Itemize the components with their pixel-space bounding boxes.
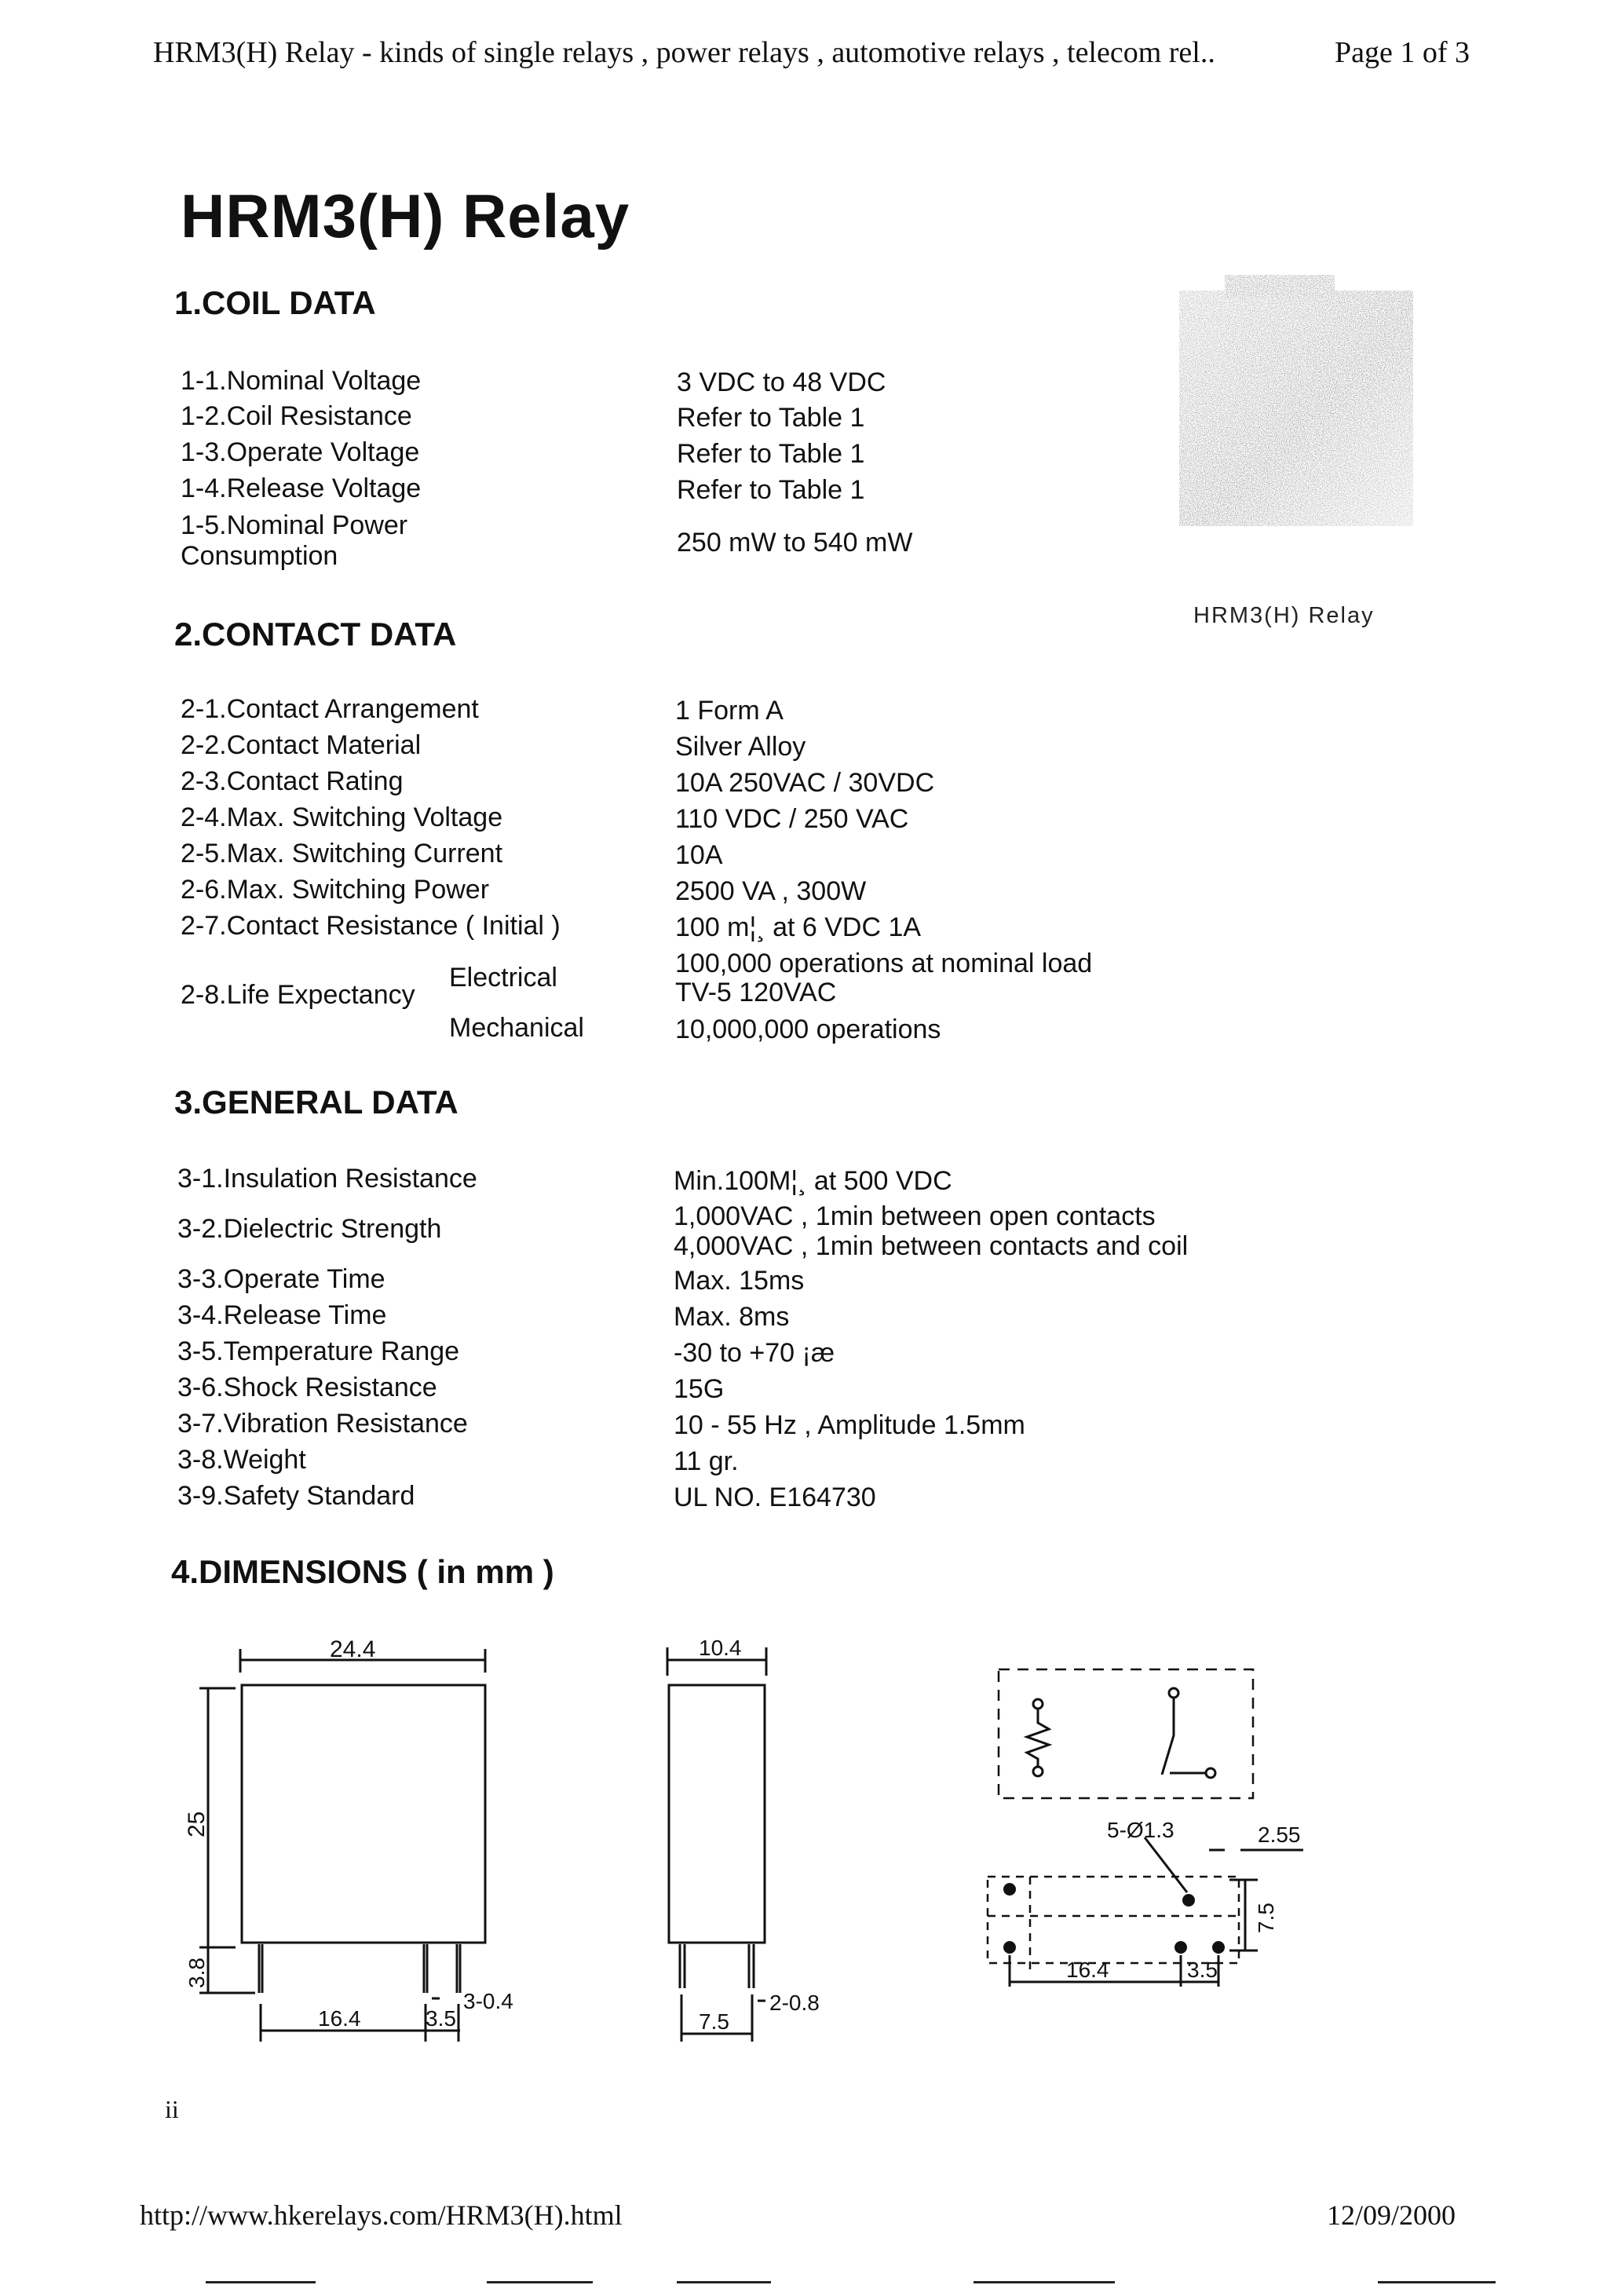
front-height-label: 25 [184,1811,210,1837]
coil-data-heading: 1.COIL DATA [174,284,376,321]
side-view-drawing [652,1625,856,2065]
footer-url[interactable]: http://www.hkerelays.com/HRM3(H).html [140,2199,623,2231]
coil-row-value: Refer to Table 1 [677,475,865,505]
coil-row-label: 1-3.Operate Voltage [181,437,420,467]
bottom-rule [487,2281,593,2283]
coil-row-label: 1-4.Release Voltage [181,473,422,503]
electrical-label: Electrical [449,963,557,993]
general-row-value: Max. 8ms [674,1302,790,1332]
coil-row-label: 1-2.Coil Resistance [181,401,412,431]
pcb-offset-label: 2.55 [1258,1823,1301,1847]
pcb-col-gap-label: 3.5 [1187,1958,1218,1982]
bottom-rule [677,2281,771,2283]
pcb-row-gap-label: 7.5 [1254,1903,1278,1933]
contact-row-value: 10A [675,840,723,870]
contact-row-value: 10A 250VAC / 30VDC [675,768,935,798]
coil-row-label-cont: Consumption [181,541,338,571]
side-pin-span-label: 7.5 [699,2009,729,2034]
relay-photo [1170,267,1421,534]
front-view-drawing [184,1625,550,2065]
mechanical-label: Mechanical [449,1013,584,1043]
contact-row-label: 2-2.Contact Material [181,730,422,760]
general-row-value: Max. 15ms [674,1266,805,1296]
general-row-value: Min.100M¦¸ at 500 VDC [674,1166,952,1196]
general-row-value: 11 gr. [674,1446,739,1476]
front-pin-span-label: 16.4 [318,2006,361,2031]
contact-row-value: 2500 VA , 300W [675,876,867,906]
contact-row-label: 2-3.Contact Rating [181,766,404,796]
general-row-label: 3-7.Vibration Resistance [177,1409,468,1439]
contact-row-value: 100 m¦¸ at 6 VDC 1A [675,912,922,942]
coil-row-label: 1-5.Nominal Power [181,510,408,540]
bottom-rule [974,2281,1115,2283]
general-row-label: 3-3.Operate Time [177,1264,385,1294]
general-row-label: 3-5.Temperature Range [177,1336,460,1366]
bottom-rule [206,2281,316,2283]
pcb-layout-drawing [974,1641,1366,2010]
general-data-heading: 3.GENERAL DATA [174,1084,458,1121]
coil-row-value: Refer to Table 1 [677,403,865,433]
contact-row-label: 2-6.Max. Switching Power [181,875,490,905]
general-row-label: 3-9.Safety Standard [177,1481,415,1511]
general-row-value: -30 to +70 ¡æ [674,1338,835,1368]
life-expectancy-label: 2-8.Life Expectancy [181,980,415,1010]
front-pin-size-label: 3-0.4 [463,1989,513,2013]
general-row-value: 10 - 55 Hz , Amplitude 1.5mm [674,1410,1025,1440]
electrical-value: 100,000 operations at nominal load [675,949,1093,978]
contact-row-value: 1 Form A [675,696,784,726]
running-header: HRM3(H) Relay - kinds of single relays , power relays , automotive relays , telecom rel.. [153,36,1215,69]
pcb-col-span-label: 16.4 [1066,1958,1109,1982]
contact-row-label: 2-1.Contact Arrangement [181,694,479,724]
general-row-value: 1,000VAC , 1min between open contacts [674,1201,1156,1231]
contact-row-label: 2-5.Max. Switching Current [181,839,503,868]
page-indicator: Page 1 of 3 [1335,36,1470,69]
contact-row-label: 2-7.Contact Resistance ( Initial ) [181,911,561,941]
contact-row-value: 110 VDC / 250 VAC [675,804,909,834]
mechanical-value: 10,000,000 operations [675,1015,941,1044]
coil-row-value: Refer to Table 1 [677,439,865,469]
electrical-value-cont: TV-5 120VAC [675,978,837,1007]
front-pin-gap-label: 3.5 [426,2006,456,2031]
general-row-label: 3-4.Release Time [177,1300,387,1330]
dimensions-heading: 4.DIMENSIONS ( in mm ) [171,1553,554,1590]
side-width-label: 10.4 [699,1636,742,1660]
bottom-rule [1378,2281,1496,2283]
general-row-label: 3-1.Insulation Resistance [177,1164,477,1194]
general-row-label: 3-8.Weight [177,1445,306,1475]
general-row-value: UL NO. E164730 [674,1483,876,1512]
pcb-holes-label: 5-Ø1.3 [1107,1818,1174,1842]
general-row-label: 3-2.Dielectric Strength [177,1214,442,1244]
coil-row-value: 3 VDC to 48 VDC [677,367,886,397]
side-pin-size-label: 2-0.8 [769,1991,820,2015]
page-mark: ii [165,2095,179,2123]
page-title: HRM3(H) Relay [181,181,630,250]
front-width-label: 24.4 [330,1636,376,1662]
general-row-value: 15G [674,1374,725,1404]
contact-row-label: 2-4.Max. Switching Voltage [181,803,503,832]
front-pin-length-label: 3.8 [184,1958,209,1988]
coil-row-label: 1-1.Nominal Voltage [181,366,422,396]
general-row-value-cont: 4,000VAC , 1min between contacts and coil [674,1231,1189,1261]
coil-row-value: 250 mW to 540 mW [677,528,913,558]
footer-date: 12/09/2000 [1327,2199,1456,2231]
contact-data-heading: 2.CONTACT DATA [174,616,457,653]
photo-caption: HRM3(H) Relay [1193,603,1375,628]
general-row-label: 3-6.Shock Resistance [177,1373,437,1402]
contact-row-value: Silver Alloy [675,732,806,762]
